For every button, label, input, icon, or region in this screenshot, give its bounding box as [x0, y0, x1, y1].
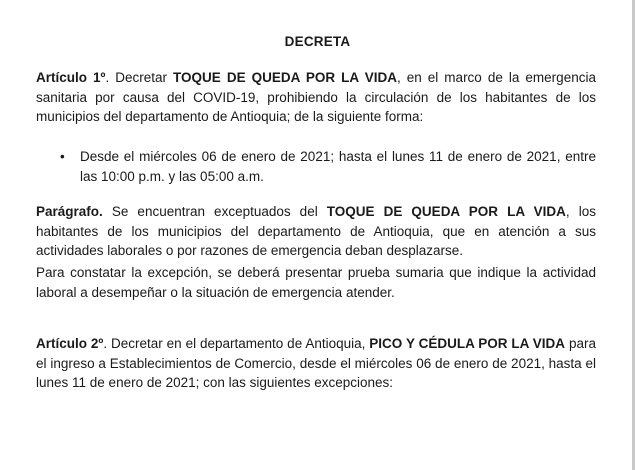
article-1-text-a: . Decretar — [105, 70, 174, 85]
paragrafo-bold-phrase: TOQUE DE QUEDA POR LA VIDA — [326, 204, 566, 219]
article-1-bold-phrase: TOQUE DE QUEDA POR LA VIDA — [173, 70, 397, 85]
paragrafo-label: Parágrafo. — [36, 204, 103, 219]
schedule-bullet — [60, 147, 596, 186]
constatar-paragraph: Para constatar la excepción, se deberá presentar prueba sumaria que indique la actividad laboral a desempeñar o la situación de emergencia atender. — [36, 265, 596, 300]
paragrafo-text-a: Se encuentran exceptuados del — [102, 204, 327, 219]
article-1-paragraph — [36, 68, 596, 127]
bullet-text: Desde el miércoles 06 de enero de 2021; hasta el lunes 11 de enero de 2021, entre las 10:00 p.m. y las 05:00 a.m. — [80, 149, 596, 184]
article-2-bold-phrase: PICO Y CÉDULA POR LA VIDA — [369, 336, 566, 351]
article-1-label: Artículo 1º — [36, 70, 106, 85]
paragrafo-paragraph — [36, 202, 596, 261]
decree-heading: DECRETA — [284, 34, 351, 49]
article-2-text-a: . Decretar en el departamento de Antioquia, — [103, 336, 370, 351]
article-2-paragraph — [36, 334, 596, 393]
article-2-label: Artículo 2º — [36, 336, 104, 351]
article-2-text-b: para el ingreso a Establecimientos de Comercio, desde el miércoles 06 de enero de 2021, hasta el lunes 11 de enero de 2021; con las siguientes excepciones: — [36, 336, 596, 390]
article-1-text-b: , en el marco de la emergencia sanitaria por causa del COVID-19, prohibiendo la circulación de los habitantes de los municipios del departamento de Antioquia; de la siguiente forma: — [36, 70, 596, 124]
bullet-icon: • — [60, 149, 65, 164]
paragrafo-text-b: , los habitantes de los municipios del departamento de Antioquia, que en atención a sus actividades laborales o por razones de emergencia deban desplazarse. — [36, 204, 596, 258]
